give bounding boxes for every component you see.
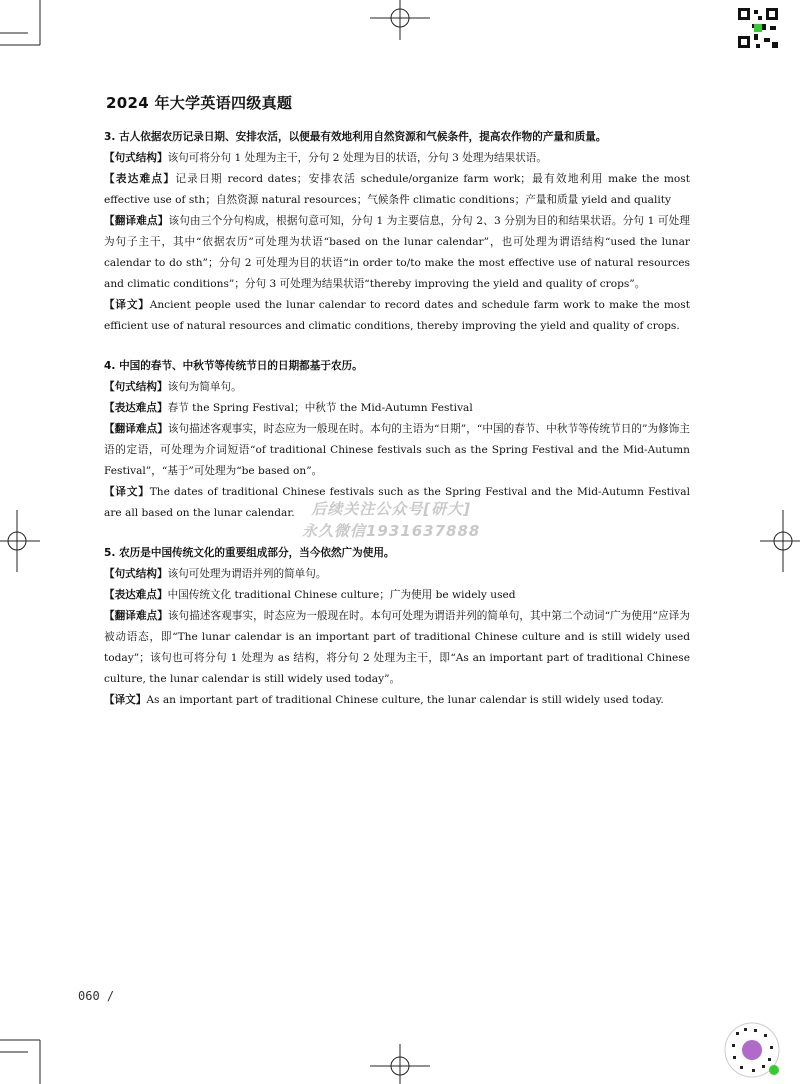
translation-label: 【译文】 <box>104 299 150 311</box>
difficulty-label: 【表达难点】 <box>104 402 168 414</box>
difficulty-label: 【表达难点】 <box>104 173 176 185</box>
watermark-line: 后续关注公众号[研大] <box>311 500 472 518</box>
difficulty-text: 春节 the Spring Festival；中秋节 the Mid-Autumn Festival <box>167 402 473 414</box>
translation-row <box>104 690 690 711</box>
translation-difficulty-label: 【翻译难点】 <box>104 215 169 227</box>
structure-label: 【句式结构】 <box>104 568 168 580</box>
translation-text: As an important part of traditional Chinese culture, the lunar calendar is still widely used today. <box>146 694 664 706</box>
question-text: 5. 农历是中国传统文化的重要组成部分，当今依然广为使用。 <box>104 547 395 559</box>
structure-text: 该句为简单句。 <box>167 381 242 393</box>
mini-program-code-icon <box>724 1022 780 1078</box>
watermark-line: 永久微信1931637888 <box>302 522 481 540</box>
translation-difficulty-text: 该句描述客观事实，时态应为一般现在时。本句可处理为谓语并列的简单句，其中第二个动词“广为使用”应译为被动语态，即“The lunar calendar is an important part of traditional Chinese culture and is still widely used today”；该句也可将分句 1 处理为 as 结构，将分句 2 处理为主干，即“As an important part of traditional Chinese culture, the lunar calendar is still widely used today”。 <box>104 610 691 685</box>
question-item <box>104 127 690 337</box>
page-number: 060 / <box>78 989 115 1003</box>
exam-content <box>104 127 690 730</box>
page-title: 2024 年大学英语四级真题 <box>106 94 293 112</box>
translation-difficulty-row <box>104 419 690 482</box>
question-text: 4. 中国的春节、中秋节等传统节日的日期都基于农历。 <box>104 360 363 372</box>
structure-row <box>104 377 690 398</box>
translation-difficulty-label: 【翻译难点】 <box>104 423 168 435</box>
translation-difficulty-row <box>104 211 690 295</box>
structure-row <box>104 564 690 585</box>
qr-code-icon <box>736 6 780 50</box>
difficulty-row <box>104 169 690 211</box>
structure-label: 【句式结构】 <box>104 152 168 164</box>
structure-text: 该句可将分句 1 处理为主干，分句 2 处理为目的状语，分句 3 处理为结果状语。 <box>167 152 547 164</box>
structure-label: 【句式结构】 <box>104 381 168 393</box>
translation-difficulty-text: 该句描述客观事实，时态应为一般现在时。本句的主语为“日期”，“中国的春节、中秋节等传统节日的”为修饰主语的定语，可处理为介词短语“of traditional Chinese festivals such as the Spring Festival and the Mid-Autumn Festival”，“基于”可处理为“be based on”。 <box>104 423 690 477</box>
translation-label: 【译文】 <box>104 694 147 706</box>
question-text: 3. 古人依据农历记录日期、安排农活，以便最有效地利用自然资源和气候条件，提高农作物的产量和质量。 <box>104 131 607 143</box>
translation-row <box>104 295 690 337</box>
translation-difficulty-label: 【翻译难点】 <box>104 610 168 622</box>
difficulty-row <box>104 398 690 419</box>
translation-text: Ancient people used the lunar calendar to record dates and schedule farm work to make the most efficient use of natural resources and climatic conditions, thereby improving the yield and quality of crops. <box>104 299 690 332</box>
difficulty-text: 记录日期 record dates；安排农活 schedule/organize farm work；最有效地利用 make the most effective use of sth；自然资源 natural resources；气候条件 climatic conditions；产量和质量 yield and quality <box>104 173 690 206</box>
structure-text: 该句可处理为谓语并列的简单句。 <box>167 568 327 580</box>
question-item <box>104 543 690 711</box>
translation-text: The dates of traditional Chinese festivals such as the Spring Festival and the Mid-Autumn Festival are all based on the lunar calendar. <box>104 486 690 519</box>
difficulty-text: 中国传统文化 traditional Chinese culture；广为使用 be widely used <box>167 589 516 601</box>
translation-difficulty-row <box>104 606 690 690</box>
difficulty-label: 【表达难点】 <box>104 589 168 601</box>
watermark <box>302 498 480 542</box>
translation-difficulty-text: 该句由三个分句构成，根据句意可知，分句 1 为主要信息，分句 2、3 分别为目的和结果状语。分句 1 可处理为句子主干，其中“依据农历”可处理为状语“based on the lunar calendar”，也可处理为谓语结构“used the lunar calendar to do sth”；分句 2 可处理为目的状语“in order to/to make the most effective use of natural resources and climatic conditions”；分句 3 可处理为结果状语“thereby improving the yield and quality of crops”。 <box>104 215 690 290</box>
difficulty-row <box>104 585 690 606</box>
translation-label: 【译文】 <box>104 486 150 498</box>
structure-row <box>104 148 690 169</box>
